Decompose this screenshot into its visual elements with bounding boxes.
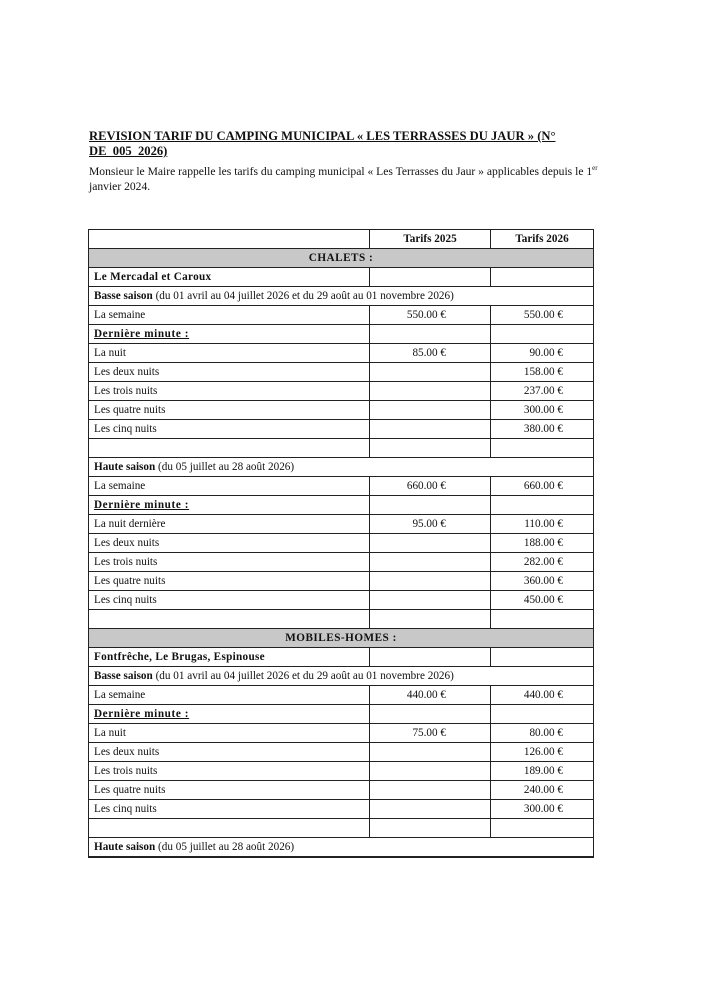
- table-row: [89, 496, 594, 515]
- last-minute-label: Dernière minute :: [94, 328, 190, 340]
- table-row: [89, 781, 594, 800]
- season-cell: [89, 458, 594, 477]
- column-header-2025: Tarifs 2025: [370, 230, 491, 249]
- season-cell: [89, 667, 594, 686]
- price-2026: 189.00 €: [491, 762, 594, 781]
- price-2026: 660.00 €: [491, 477, 594, 496]
- table-row: [89, 344, 594, 363]
- last-minute-cell: [89, 496, 370, 515]
- section-title: CHALETS :: [89, 249, 594, 268]
- table-row: [89, 363, 594, 382]
- table-row: [89, 762, 594, 781]
- document-header: [89, 129, 609, 194]
- row-label: Les cinq nuits: [89, 800, 370, 819]
- table-row: [89, 515, 594, 534]
- table-row: [89, 534, 594, 553]
- price-2026: 300.00 €: [491, 800, 594, 819]
- price-2026: 110.00 €: [491, 515, 594, 534]
- row-label: Les trois nuits: [89, 762, 370, 781]
- table-row: [89, 648, 594, 667]
- row-label: La semaine: [89, 686, 370, 705]
- table-row: [89, 382, 594, 401]
- table-row: [89, 553, 594, 572]
- price-2026: 90.00 €: [491, 344, 594, 363]
- last-minute-cell: [89, 705, 370, 724]
- row-label: Les cinq nuits: [89, 420, 370, 439]
- price-2026: 360.00 €: [491, 572, 594, 591]
- intro-superscript: er: [592, 164, 598, 172]
- column-header-2026: Tarifs 2026: [491, 230, 594, 249]
- table-row: [89, 743, 594, 762]
- empty-row: [89, 439, 594, 458]
- row-label: La nuit dernière: [89, 515, 370, 534]
- season-dates: (du 01 avril au 04 juillet 2026 et du 29 août au 01 novembre 2026): [152, 290, 454, 302]
- price-2026: 550.00 €: [491, 306, 594, 325]
- section-title: MOBILES-HOMES :: [89, 629, 594, 648]
- season-row: [89, 667, 594, 686]
- row-label: La nuit: [89, 724, 370, 743]
- table-row: [89, 591, 594, 610]
- season-label: Haute saison: [94, 841, 156, 853]
- last-minute-label: Dernière minute :: [94, 499, 190, 511]
- table-row: [89, 477, 594, 496]
- row-label: La nuit: [89, 344, 370, 363]
- table-row: [89, 420, 594, 439]
- row-label: Les trois nuits: [89, 553, 370, 572]
- season-row: [89, 838, 594, 858]
- table-row: [89, 306, 594, 325]
- table-row: [89, 686, 594, 705]
- row-label: Les quatre nuits: [89, 781, 370, 800]
- price-2026: 188.00 €: [491, 534, 594, 553]
- season-row: [89, 458, 594, 477]
- season-row: [89, 287, 594, 306]
- season-label: Basse saison: [94, 670, 153, 682]
- table-row: [89, 800, 594, 819]
- price-2026: 240.00 €: [491, 781, 594, 800]
- table-row: [89, 705, 594, 724]
- section-row-chalets: [89, 249, 594, 268]
- season-dates: (du 05 juillet au 28 août 2026): [155, 841, 295, 853]
- table-row: [89, 268, 594, 287]
- price-2026: 300.00 €: [491, 401, 594, 420]
- season-label: Haute saison: [94, 461, 156, 473]
- season-cell: [89, 838, 594, 858]
- table-header-row: [89, 230, 594, 249]
- price-2025: 440.00 €: [370, 686, 491, 705]
- last-minute-label: Dernière minute :: [94, 708, 190, 720]
- accommodation-names: Fontfrêche, Le Brugas, Espinouse: [89, 648, 370, 667]
- intro-text: Monsieur le Maire rappelle les tarifs du camping municipal « Les Terrasses du Jaur » applicables depuis le 1: [89, 164, 593, 178]
- price-2025: 75.00 €: [370, 724, 491, 743]
- tariff-table: [88, 229, 594, 858]
- season-cell: [89, 287, 594, 306]
- table-row: [89, 724, 594, 743]
- price-2026: 450.00 €: [491, 591, 594, 610]
- table-row: [89, 401, 594, 420]
- last-minute-cell: [89, 325, 370, 344]
- row-label: Les cinq nuits: [89, 591, 370, 610]
- empty-row: [89, 610, 594, 629]
- table-row: [89, 325, 594, 344]
- row-label: Les quatre nuits: [89, 401, 370, 420]
- price-2025: 85.00 €: [370, 344, 491, 363]
- price-2026: 126.00 €: [491, 743, 594, 762]
- price-2025: 550.00 €: [370, 306, 491, 325]
- price-2025: 660.00 €: [370, 477, 491, 496]
- season-dates: (du 01 avril au 04 juillet 2026 et du 29 août au 01 novembre 2026): [152, 670, 454, 682]
- price-2026: 440.00 €: [491, 686, 594, 705]
- page-title: REVISION TARIF DU CAMPING MUNICIPAL « LES TERRASSES DU JAUR » (N° DE_005_2026): [89, 129, 556, 158]
- row-label: Les deux nuits: [89, 743, 370, 762]
- row-label: Les deux nuits: [89, 363, 370, 382]
- accommodation-names: Le Mercadal et Caroux: [89, 268, 370, 287]
- empty-row: [89, 819, 594, 838]
- header-empty-cell: [89, 230, 370, 249]
- intro-text-end: janvier 2024.: [89, 179, 151, 193]
- price-2026: 237.00 €: [491, 382, 594, 401]
- row-label: La semaine: [89, 477, 370, 496]
- row-label: Les deux nuits: [89, 534, 370, 553]
- row-label: La semaine: [89, 306, 370, 325]
- price-2025: 95.00 €: [370, 515, 491, 534]
- section-row-mobile-homes: [89, 629, 594, 648]
- price-2026: 380.00 €: [491, 420, 594, 439]
- price-2026: 282.00 €: [491, 553, 594, 572]
- season-dates: (du 05 juillet au 28 août 2026): [155, 461, 295, 473]
- row-label: Les trois nuits: [89, 382, 370, 401]
- table-row: [89, 572, 594, 591]
- season-label: Basse saison: [94, 290, 153, 302]
- price-2026: 80.00 €: [491, 724, 594, 743]
- price-2026: 158.00 €: [491, 363, 594, 382]
- row-label: Les quatre nuits: [89, 572, 370, 591]
- intro-paragraph: [89, 161, 609, 194]
